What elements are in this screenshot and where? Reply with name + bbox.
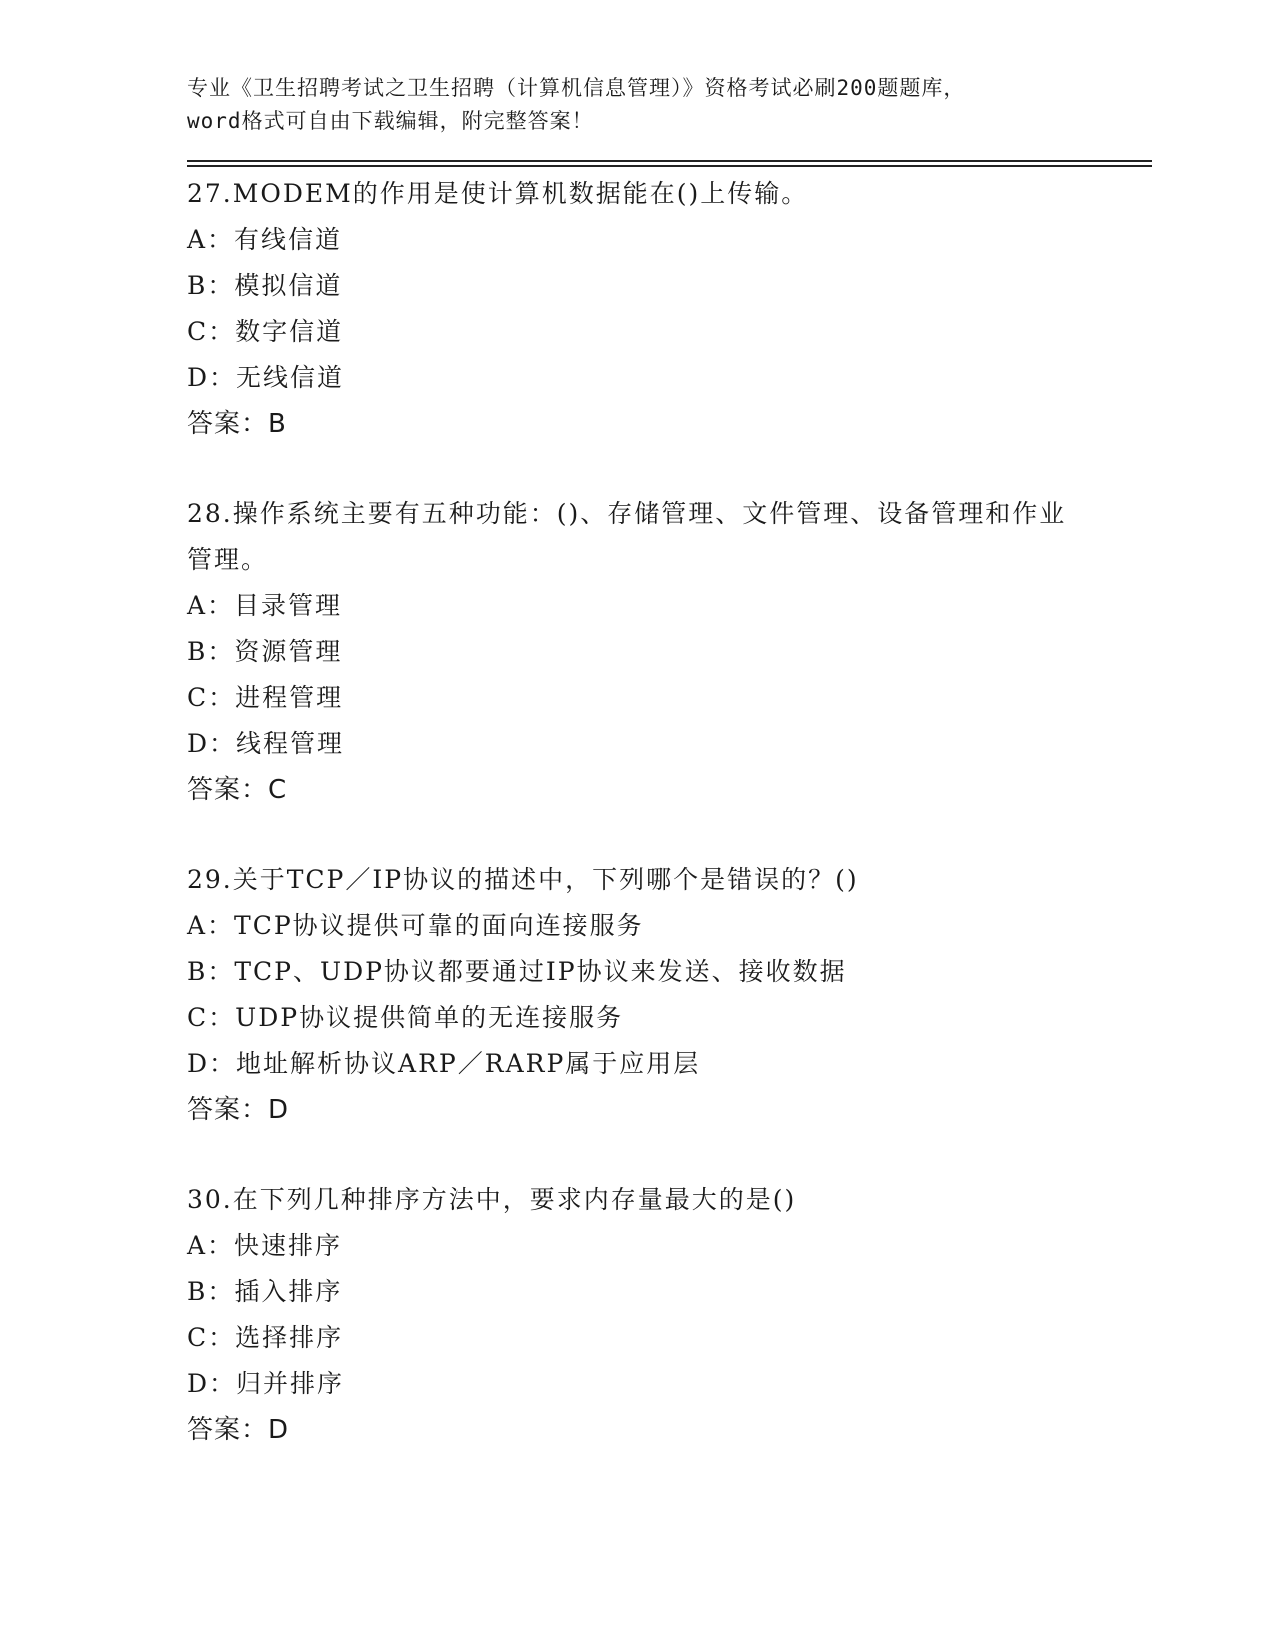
answer: 答案：D [187, 1415, 290, 1445]
question-stem: 30.在下列几种排序方法中，要求内存量最大的是() [187, 1185, 797, 1214]
answer: 答案：C [187, 775, 288, 805]
option-d: D：无线信道 [187, 363, 345, 392]
option-d: D：归并排序 [187, 1369, 345, 1398]
header-divider [187, 160, 1152, 167]
option-a: A：快速排序 [187, 1231, 343, 1260]
document-header-line-1: 专业《卫生招聘考试之卫生招聘（计算机信息管理）》资格考试必刷200题题库， [187, 76, 966, 100]
answer: 答案：B [187, 409, 287, 439]
question-27 [187, 171, 1152, 447]
answer: 答案：D [187, 1095, 290, 1125]
question-30 [187, 1177, 1152, 1453]
question-list [187, 171, 1152, 1453]
option-d: D：线程管理 [187, 729, 345, 758]
option-a: A：有线信道 [187, 225, 343, 254]
option-a: A：TCP协议提供可靠的面向连接服务 [187, 911, 644, 940]
option-d: D：地址解析协议ARP／RARP属于应用层 [187, 1049, 701, 1078]
option-b: B：插入排序 [187, 1277, 343, 1306]
question-stem: 28.操作系统主要有五种功能：()、存储管理、文件管理、设备管理和作业管理。 [187, 499, 1067, 574]
question-stem: 27.MODEM的作用是使计算机数据能在()上传输。 [187, 179, 809, 208]
option-b: B：模拟信道 [187, 271, 343, 300]
question-29 [187, 857, 1152, 1133]
option-a: A：目录管理 [187, 591, 343, 620]
option-b: B：TCP、UDP协议都要通过IP协议来发送、接收数据 [187, 957, 847, 986]
option-b: B：资源管理 [187, 637, 343, 666]
question-28 [187, 491, 1152, 813]
document-header-line-2: word格式可自由下载编辑，附完整答案！ [187, 109, 594, 133]
document-page [187, 72, 1152, 1497]
question-stem: 29.关于TCP／IP协议的描述中，下列哪个是错误的？() [187, 865, 859, 894]
option-c: C：进程管理 [187, 683, 344, 712]
option-c: C：选择排序 [187, 1323, 344, 1352]
option-c: C：UDP协议提供简单的无连接服务 [187, 1003, 624, 1032]
option-c: C：数字信道 [187, 317, 344, 346]
